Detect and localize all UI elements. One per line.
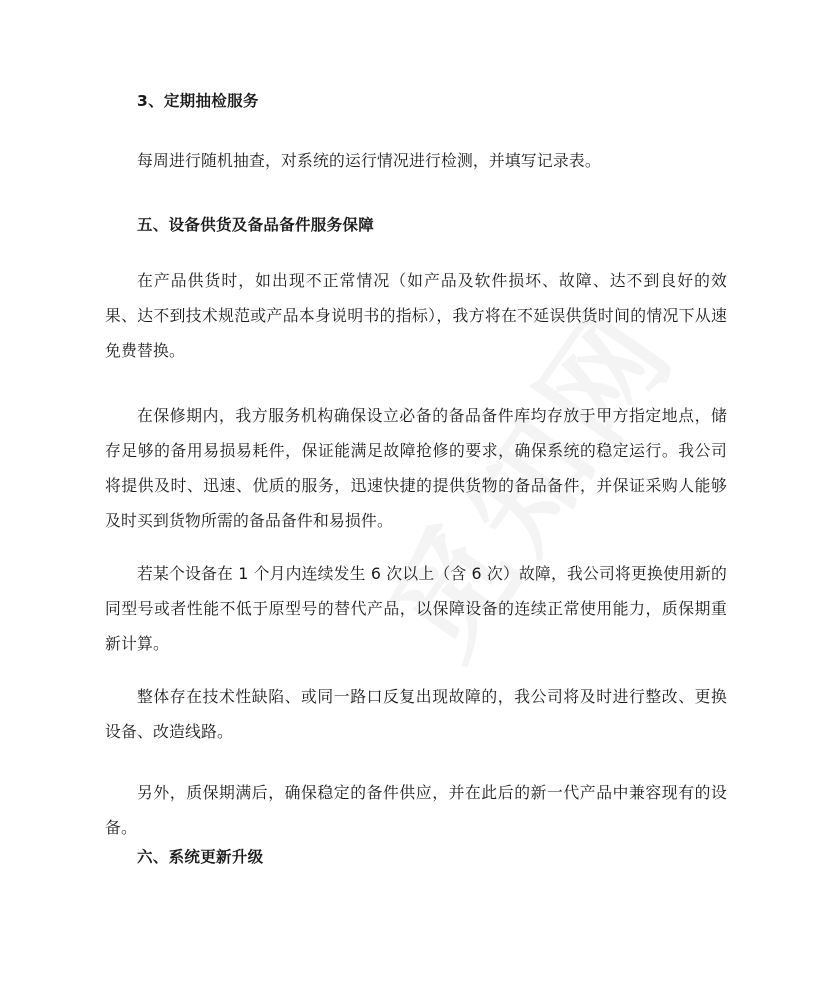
paragraph-supply-replacement: 在产品供货时，如出现不正常情况（如产品及软件损坏、故障、达不到良好的效果、达不到技术规范或产品本身说明书的指标），我方将在不延误供货时间的情况下从速免费替换。 bbox=[105, 271, 727, 360]
section-heading-system-upgrade: 六、系统更新升级 bbox=[137, 848, 264, 866]
paragraph-post-warranty: 另外，质保期满后，确保稳定的备件供应，并在此后的新一代产品中兼容现有的设备。 bbox=[105, 783, 727, 837]
section-heading-periodic-inspection: 3、定期抽检服务 bbox=[137, 92, 259, 110]
paragraph-weekly-check: 每周进行随机抽查，对系统的运行情况进行检测，并填写记录表。 bbox=[137, 151, 601, 170]
paragraph-technical-defects: 整体存在技术性缺陷、或同一路口反复出现故障的，我公司将及时进行整改、更换设备、改造线路。 bbox=[105, 687, 727, 741]
paragraph-device-replacement: 若某个设备在 1 个月内连续发生 6 次以上（含 6 次）故障，我公司将更换使用新的同型号或者性能不低于原型号的替代产品，以保障设备的连续正常使用能力，质保期重新计算。 bbox=[105, 564, 727, 653]
paragraph-warranty-spare-parts: 在保修期内，我方服务机构确保设立必备的备品备件库均存放于甲方指定地点，储存足够的备用易损易耗件，保证能满足故障抢修的要求，确保系统的稳定运行。我公司将提供及时、迅速、优质的服务，迅速快捷的提供货物的备品备件，并保证采购人能够及时买到货物所需的备品备件和易损件。 bbox=[105, 406, 727, 530]
section-heading-equipment-supply: 五、设备供货及备品备件服务保障 bbox=[137, 216, 375, 234]
